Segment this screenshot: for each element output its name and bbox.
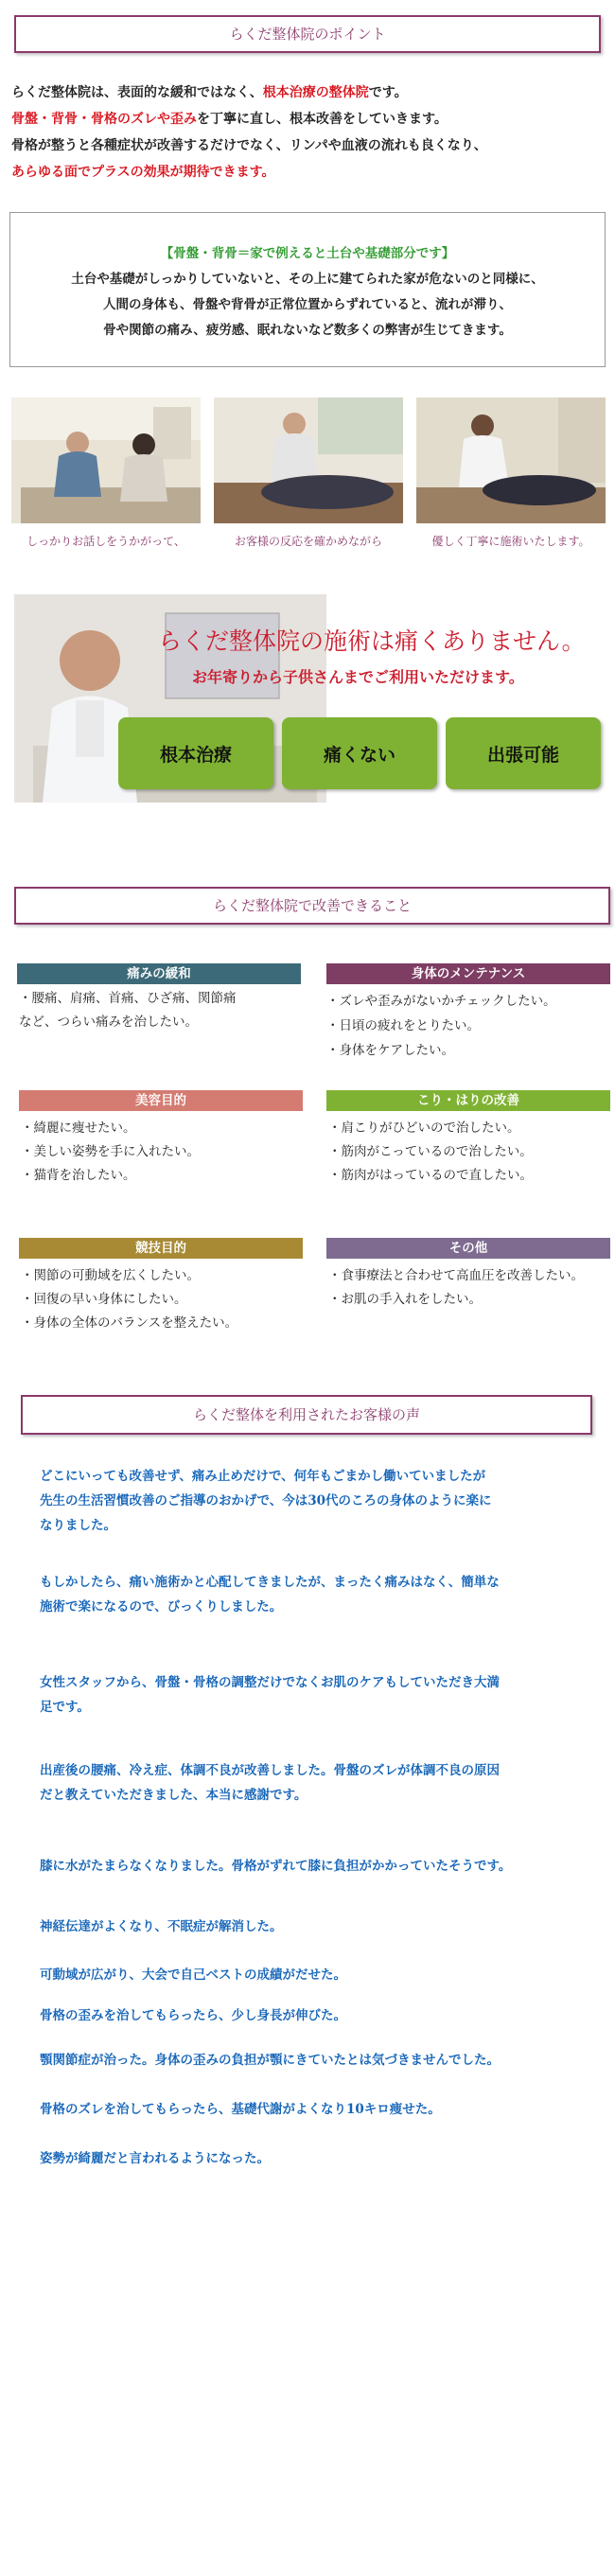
cat-other-header: その他 (326, 1238, 610, 1259)
voice-item: どこにいっても改善せず、痛み止めだけで、何年もごまかし働いていましたが 先生の生活習慣改善のご指導のおかげで、今は30代のころの身体のように楽に なりました。 (40, 1469, 492, 1533)
voice-item: 骨格の歪みを治してもらったら、少し身長が伸びた。 (40, 2008, 346, 2023)
caption-consultation: しっかりお話しをうかがって、 (26, 535, 185, 548)
cat-other-list: ・食事療法と合わせて高血圧を改善したい。 ・お肌の手入れをしたい。 (328, 1268, 584, 1307)
cat-maintenance-header: 身体のメンテナンス (326, 963, 610, 984)
improve-title: らくだ整体院で改善できること (14, 887, 610, 925)
voices-title: らくだ整体を利用されたお客様の声 (21, 1395, 592, 1435)
voice-item: 出産後の腰痛、冷え症、体調不良が改善しました。骨盤のズレが体調不良の原因 だと教えていただきました、本当に感謝です。 (40, 1763, 500, 1803)
cat-beauty-header: 美容目的 (19, 1090, 303, 1111)
cat-pain-relief-list: ・腰痛、肩痛、首痛、ひざ痛、関節痛 など、つらい痛みを治したい。 (19, 991, 237, 1030)
caption-adjustment: お客様の反応を確かめながら (234, 535, 382, 548)
pill-root-treatment: 根本治療 (118, 717, 273, 789)
cat-stiffness-header: こり・はりの改善 (326, 1090, 610, 1111)
photo-treatment (416, 397, 606, 523)
pill-painless: 痛くない (282, 717, 437, 789)
photo-adjustment (214, 397, 403, 523)
foundation-box-title: 【骨盤・背骨＝家で例えると土台や基礎部分です】 (160, 246, 455, 261)
voice-item: 女性スタッフから、骨盤・骨格の調整だけでなくお肌のケアもしていただき大満 足です。 (40, 1675, 500, 1715)
hero-banner (14, 594, 601, 803)
points-title: らくだ整体院のポイント (14, 15, 601, 53)
voice-item: 膝に水がたまらなくなりました。骨格がずれて膝に負担がかかっていたそうです。 (40, 1859, 512, 1874)
cat-pain-relief-header: 痛みの緩和 (17, 963, 301, 984)
cat-sports-list: ・関節の可動域を広くしたい。 ・回復の早い身体にしたい。 ・身体の全体のバランスを整えたい。 (21, 1268, 238, 1331)
hero-headline: らくだ整体院の施術は痛くありません。 (158, 628, 586, 655)
cat-stiffness-list: ・肩こりがひどいので治したい。 ・筋肉がこっているので治したい。 ・筋肉がはっているので直したい。 (328, 1120, 533, 1183)
photo-consultation (11, 397, 201, 523)
cat-beauty-list: ・綺麗に痩せたい。 ・美しい姿勢を手に入れたい。 ・猫背を治したい。 (21, 1120, 200, 1183)
hero-subheadline: お年寄りから子供さんまでご利用いただけます。 (192, 670, 524, 686)
foundation-box: 【骨盤・背骨＝家で例えると土台や基礎部分です】 土台や基礎がしっかりしていないと、その上に建てられた家が危ないのと同様に、 人間の身体も、骨盤や背骨が正常位置からずれていると、流れが滞り、 骨や関節の痛み、疲労感、眠れないなど数多くの弊害が生じてきます。 (9, 212, 606, 367)
voice-item: 顎関節症が治った。身体の歪みの負担が顎にきていたとは気づきませんでした。 (40, 2053, 500, 2068)
voice-item: もしかしたら、痛い施術かと心配してきましたが、まったく痛みはなく、簡単な 施術で楽になるので、びっくりしました。 (40, 1575, 500, 1614)
pill-house-call: 出張可能 (446, 717, 601, 789)
intro-text: らくだ整体院は、表面的な緩和ではなく、根本治療の整体院です。 骨盤・背骨・骨格のズレや歪みを丁寧に直し、根本改善をしていきます。 骨格が整うと各種症状が改善するだけでなく、リンパや血液の流れも良くなり、 あらゆる面でプラスの効果が期待できます。 (11, 85, 487, 180)
voice-item: 姿勢が綺麗だと言われるようになった。 (40, 2151, 270, 2166)
voice-item: 骨格のズレを治してもらったら、基礎代謝がよくなり10キロ痩せた。 (40, 2102, 441, 2117)
voice-item: 可動域が広がり、大会で自己ベストの成績がだせた。 (40, 1967, 346, 1983)
cat-maintenance-list: ・ズレや歪みがないかチェックしたい。 ・日頃の疲れをとりたい。 ・身体をケアしたい。 (326, 994, 556, 1058)
cat-sports-header: 競技目的 (19, 1238, 303, 1259)
voice-item: 神経伝達がよくなり、不眠症が解消した。 (40, 1919, 283, 1934)
caption-treatment: 優しく丁寧に施術いたします。 (431, 535, 590, 548)
